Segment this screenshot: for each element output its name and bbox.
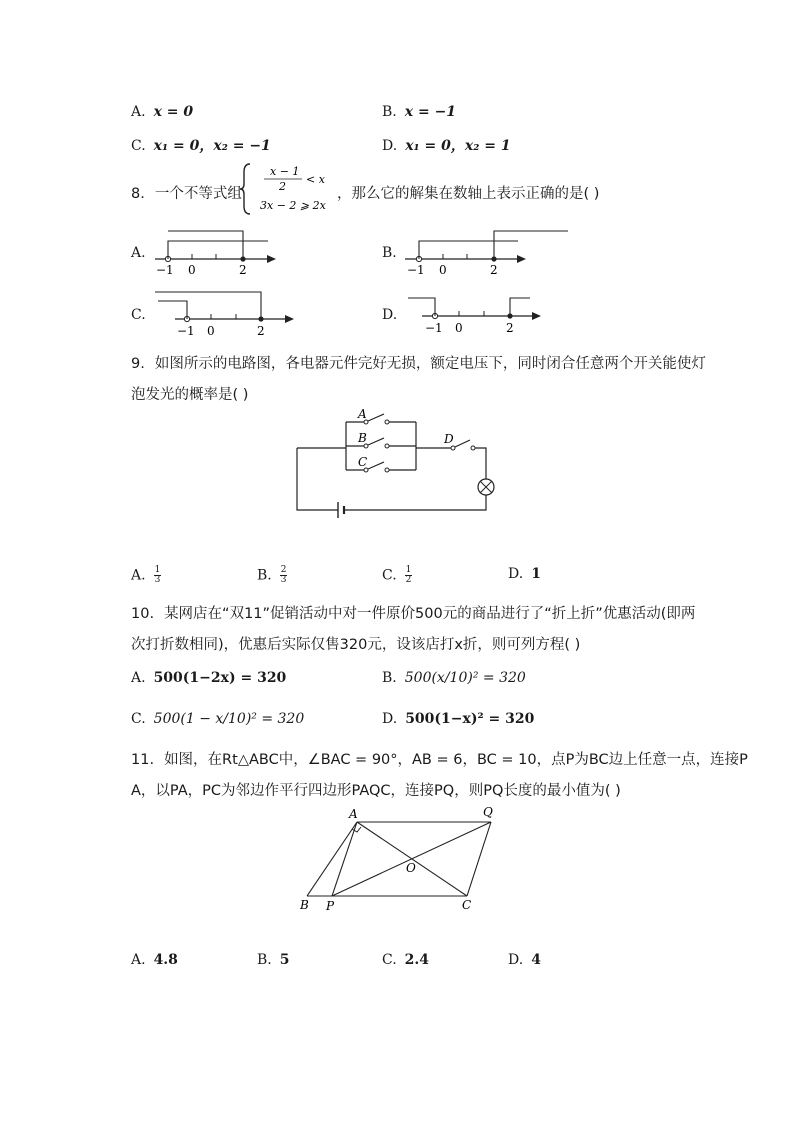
axis-arrow-icon — [285, 315, 294, 323]
tick-label: 2 — [506, 321, 514, 335]
q7-option-c-label: C. — [131, 138, 146, 154]
tick-label: 2 — [239, 263, 247, 277]
tick-label: −1 — [425, 321, 443, 335]
q8-ineq1-numerator: x − 1 — [270, 165, 300, 178]
q9-option-b-fraction — [280, 566, 288, 585]
solution-bracket-2 — [168, 231, 243, 259]
q9-option-c-label: C. — [382, 567, 397, 584]
solution-bracket-2 — [494, 231, 568, 259]
q10-option-b-value: 500(x/10)² = 320 — [404, 670, 526, 686]
q9-line1: 如图所示的电路图，各电器元件完好无损，额定电压下，同时闭合任意两个开关能使灯 — [154, 356, 706, 372]
switch-d-label: D — [444, 432, 454, 446]
q11-option-c — [382, 952, 429, 968]
point-q-label: Q — [483, 805, 493, 819]
solution-bracket-2 — [510, 298, 530, 316]
q8-option-c-label: C. — [131, 307, 146, 323]
q8-ineq1-rest: < x — [306, 173, 325, 186]
solution-bracket-1 — [419, 241, 518, 259]
q10-option-d-value: 500(1−x)² = 320 — [405, 711, 535, 727]
q9-option-c — [382, 566, 412, 585]
solution-bracket-1 — [158, 301, 187, 319]
tick-label: −1 — [177, 324, 195, 338]
q7-option-b — [382, 104, 456, 120]
switch-c-label: C — [358, 455, 368, 469]
switch-a-icon — [368, 414, 384, 421]
numerator: 1 — [154, 565, 161, 575]
q8-ineq2: 3x − 2 ⩾ 2x — [260, 199, 326, 212]
wire — [297, 448, 338, 510]
q10-option-a-label: A. — [131, 670, 146, 686]
q11-option-c-label: C. — [382, 952, 397, 968]
q11-option-d-label: D. — [508, 952, 524, 968]
tick-label: 0 — [207, 324, 215, 338]
q10-number: 10. — [131, 606, 155, 622]
q8-option-d-label: D. — [382, 307, 398, 323]
switch-a-label: A — [358, 407, 367, 421]
numerator: 2 — [280, 565, 287, 575]
q8-prefix: 一个不等式组 — [154, 186, 242, 202]
solution-bracket-2 — [155, 292, 261, 319]
numerator: 1 — [405, 565, 412, 575]
q10-option-a-value: 500(1−2x) = 320 — [153, 670, 287, 686]
q9-option-a — [131, 566, 161, 585]
q8-option-a-label: A. — [131, 245, 146, 261]
q8-option-a-number-line — [150, 225, 280, 280]
q11-line2: A，以PA，PC为邻边作平行四边形PAQC，连接PQ，则PQ长度的最小值为( ) — [131, 783, 621, 799]
tick-label: 0 — [188, 263, 196, 277]
q11-stem-line1 — [131, 748, 748, 769]
q8-brace — [240, 164, 250, 214]
segment-ab — [307, 822, 357, 896]
switch-d-icon — [451, 446, 455, 450]
tick-label: 2 — [257, 324, 265, 338]
q11-option-a — [131, 952, 178, 968]
axis-arrow-icon — [267, 255, 276, 263]
q7-option-c — [131, 135, 271, 155]
q11-parallelogram-diagram — [295, 800, 505, 916]
q9-option-c-fraction — [405, 566, 413, 585]
axis-arrow-icon — [532, 312, 541, 320]
q9-option-b — [257, 566, 287, 585]
q8-inequality-system — [240, 160, 340, 218]
q9-option-d-label: D. — [508, 566, 524, 582]
q7-option-d-label: D. — [382, 138, 398, 154]
point-o-label: O — [406, 861, 416, 875]
q8-suffix: ，那么它的解集在数轴上表示正确的是( ) — [337, 186, 600, 202]
q7-option-b-value: x = −1 — [404, 104, 457, 120]
switch-b-label: B — [358, 431, 367, 445]
q10-line1: 某网店在“双11”促销活动中对一件原价500元的商品进行了“折上折”优惠活动(即两 — [164, 606, 696, 622]
q11-line1: 如图，在Rt△ABC中，∠BAC = 90°，AB = 6，BC = 10，点P为BC边上任意一点，连接P — [164, 752, 748, 768]
q11-option-b-value: 5 — [279, 952, 290, 968]
q8-number: 8. — [131, 186, 145, 202]
q8-option-b-number-line — [400, 225, 575, 280]
q8-ineq1-denominator: 2 — [279, 180, 286, 193]
q10-option-d — [382, 711, 534, 727]
q11-option-b-label: B. — [257, 952, 272, 968]
q9-line2: 泡发光的概率是( ) — [131, 387, 249, 403]
q9-number: 9. — [131, 356, 145, 372]
q11-option-c-value: 2.4 — [404, 952, 430, 968]
switch-d-icon — [455, 440, 470, 447]
q8-stem-prefix — [131, 182, 242, 203]
q7-option-d — [382, 135, 511, 155]
q10-option-c — [131, 711, 304, 727]
segment-pa — [332, 822, 357, 896]
q10-option-b-label: B. — [382, 670, 397, 686]
q10-option-b — [382, 670, 526, 686]
q8-option-d-number-line — [400, 287, 550, 342]
q7-option-a-value: x = 0 — [153, 104, 194, 120]
wire — [344, 495, 486, 510]
point-b-label: B — [300, 898, 309, 912]
q7-option-a — [131, 104, 193, 120]
q11-option-d — [508, 952, 541, 968]
q10-option-c-label: C. — [131, 711, 146, 727]
q8-option-b-label: B. — [382, 245, 397, 261]
q11-option-b — [257, 952, 290, 968]
q11-option-a-value: 4.8 — [153, 952, 178, 968]
q7-option-a-label: A. — [131, 104, 146, 120]
point-c-label: C — [462, 898, 472, 912]
q9-option-d — [508, 566, 541, 582]
q9-option-b-label: B. — [257, 567, 272, 584]
q10-option-c-value: 500(1 − x/10)² = 320 — [153, 711, 305, 727]
segment-pq — [332, 822, 491, 896]
q9-circuit-diagram — [290, 402, 500, 524]
tick-label: 2 — [490, 263, 498, 277]
q10-line2: 次打折数相同)，优惠后实际仅售320元，设该店打x折，则可列方程( ) — [131, 637, 581, 653]
tick-label: 0 — [455, 321, 463, 335]
solution-bracket-1 — [168, 241, 268, 259]
axis-arrow-icon — [517, 255, 526, 263]
q9-option-a-label: A. — [131, 567, 146, 584]
q7-option-b-label: B. — [382, 104, 397, 120]
q10-option-a — [131, 670, 286, 686]
q8-option-c-number-line — [150, 287, 300, 342]
point-a-label: A — [349, 807, 358, 821]
q9-option-d-value: 1 — [531, 566, 541, 582]
q11-option-d-value: 4 — [531, 952, 541, 968]
solution-bracket-1 — [408, 298, 435, 316]
q9-stem-line1 — [131, 352, 706, 373]
q11-option-a-label: A. — [131, 952, 146, 968]
denominator: 2 — [405, 575, 412, 585]
point-p-label: P — [326, 899, 335, 913]
denominator: 3 — [154, 575, 161, 585]
q10-stem-line1 — [131, 602, 695, 623]
q10-option-d-label: D. — [382, 711, 398, 727]
q11-number: 11. — [131, 752, 155, 768]
tick-label: −1 — [407, 263, 425, 277]
denominator: 3 — [280, 575, 287, 585]
switch-b-icon — [368, 438, 384, 445]
switch-c-icon — [368, 462, 384, 469]
q7-option-d-value: x₁ = 0，x₂ = 1 — [405, 138, 511, 154]
segment-qc — [467, 822, 491, 896]
tick-label: −1 — [156, 263, 174, 277]
q9-option-a-fraction — [154, 566, 162, 585]
tick-label: 0 — [439, 263, 447, 277]
q7-option-c-value: x₁ = 0，x₂ = −1 — [153, 138, 271, 154]
